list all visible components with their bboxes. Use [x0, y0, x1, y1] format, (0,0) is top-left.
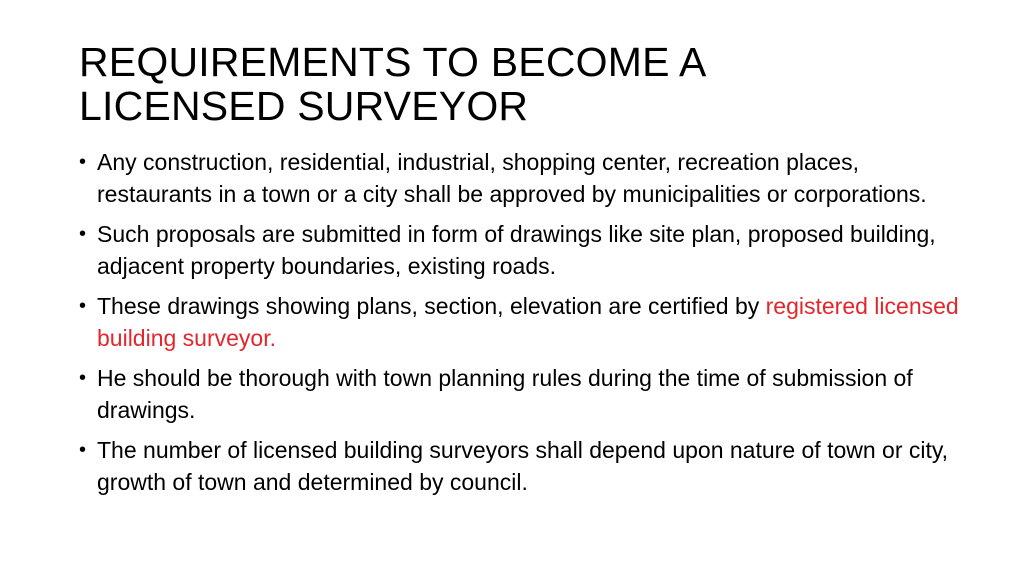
bullet-text: He should be thorough with town planning rules during the time of submission of drawings. [97, 365, 913, 423]
bullet-list [79, 146, 959, 506]
slide-title-line-2: LICENSED SURVEYOR [79, 83, 529, 129]
bullet-text: Such proposals are submitted in form of drawings like site plan, proposed building, adjacent property boundaries, existing roads. [97, 221, 936, 279]
bullet-dot-icon: • [79, 223, 87, 245]
bullet-item [79, 434, 959, 498]
bullet-item [79, 218, 959, 282]
bullet-text: Any construction, residential, industrial, shopping center, recreation places, restaurants in a town or a city shall be approved by municipalities or corporations. [97, 149, 927, 207]
bullet-dot-icon: • [79, 367, 87, 389]
bullet-text: The number of licensed building surveyors shall depend upon nature of town or city, growth of town and determined by council. [97, 437, 949, 495]
slide-title-line-1: REQUIREMENTS TO BECOME A [79, 39, 707, 85]
bullet-dot-icon: • [79, 295, 87, 317]
bullet-item [79, 362, 959, 426]
bullet-dot-icon: • [79, 439, 87, 461]
bullet-dot-icon: • [79, 151, 87, 173]
bullet-text: These drawings showing plans, section, elevation are certified by [97, 293, 766, 319]
bullet-item [79, 146, 959, 210]
bullet-item [79, 290, 959, 354]
bullet-highlight-text: registered licensed building surveyor. [97, 293, 959, 351]
slide-title [79, 40, 979, 128]
